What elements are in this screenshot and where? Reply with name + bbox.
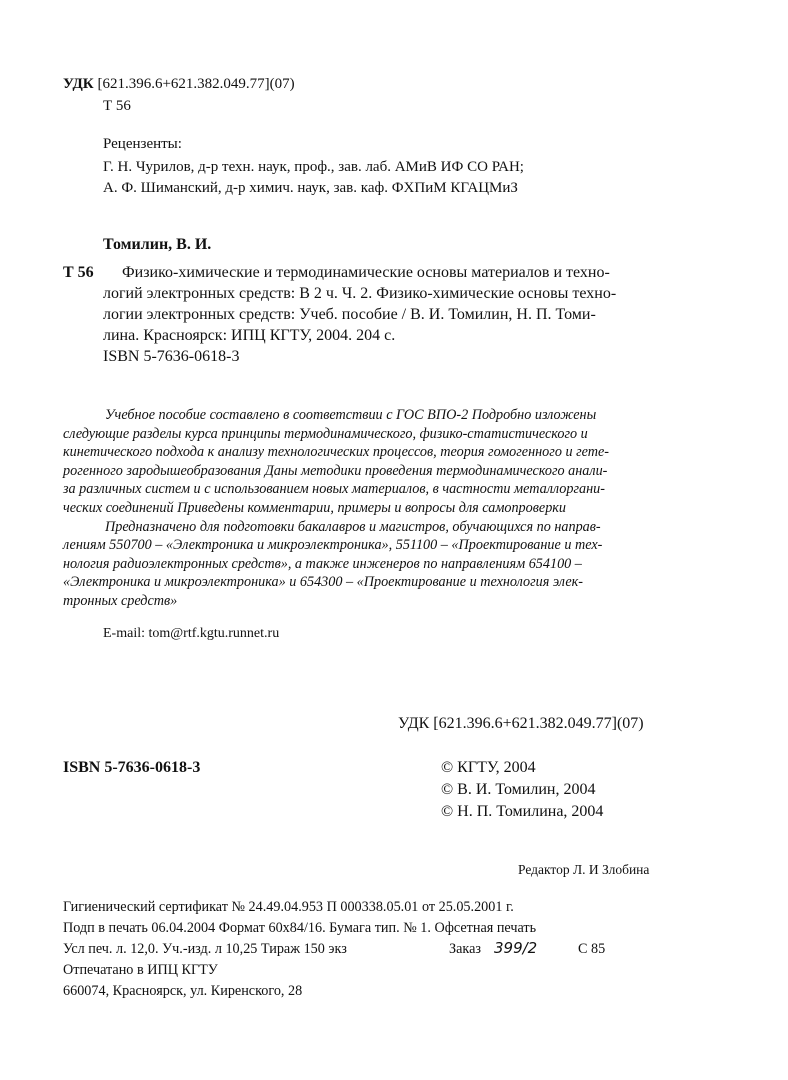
imprint-line: Подп в печать 06.04.2004 Формат 60х84/16. Бумага тип. № 1. Офсетная печать <box>63 920 537 936</box>
annotation-line: за различных систем и с использованием новых материалов, в частности металлоргани- <box>63 481 605 498</box>
copyright-line: © В. И. Томилин, 2004 <box>441 781 596 798</box>
annotation-line: ческих соединений Приведены комментарии, примеры и вопросы для самопроверки <box>63 499 567 516</box>
udk-code: [621.396.6+621.382.049.77](07) <box>97 76 295 92</box>
editor-line: Редактор Л. И Злобина <box>518 862 650 877</box>
annotation-line: нология радиоэлектронных средств», а также инженеров по направлениям 654100 – <box>63 555 582 572</box>
reviewer-line: А. Ф. Шиманский, д-р химич. наук, зав. каф. ФХПиМ КГАЦМиЗ <box>103 180 518 196</box>
reviewers-block <box>103 135 524 198</box>
annotation-line: Предназначено для подготовки бакалавров и магистров, обучающихся по направ- <box>105 518 601 535</box>
author-heading: Томилин, В. И. <box>103 236 212 253</box>
order-number-handwritten: 399/2 <box>494 939 538 957</box>
udk-top-line <box>63 75 295 94</box>
annotation-line: «Электроника и микроэлектроника» и 654300 – «Проектирование и технология элек- <box>63 574 583 591</box>
bib-line: лина. Красноярск: ИПЦ КГТУ, 2004. 204 с. <box>103 327 396 344</box>
reviewers-heading: Рецензенты: <box>103 136 182 152</box>
annotation-line: следующие разделы курса принципы термодинамического, физико-статистического и <box>63 425 588 442</box>
bib-line: Физико-химические и термодинамические основы материалов и техно- <box>122 264 610 281</box>
order-label: Заказ <box>449 941 481 957</box>
imprint-line: Отпечатано в ИПЦ КГТУ <box>63 962 218 978</box>
annotation-line: лениям 550700 – «Электроника и микроэлектроника», 551100 – «Проектирование и тех- <box>63 537 603 554</box>
author-mark-top: Т 56 <box>103 98 131 114</box>
annotation <box>63 406 609 611</box>
udk-prefix: УДК <box>63 76 94 92</box>
reviewer-line: Г. Н. Чурилов, д-р техн. наук, проф., зав. лаб. АМиВ ИФ СО РАН; <box>103 159 524 175</box>
bib-line: логии электронных средств: Учеб. пособие / В. И. Томилин, Н. П. Томи- <box>103 306 596 323</box>
bib-description <box>103 262 616 367</box>
annotation-line: тронных средств» <box>63 592 178 609</box>
isbn-bold: ISBN 5-7636-0618-3 <box>63 759 201 776</box>
bib-isbn: ISBN 5-7636-0618-3 <box>103 348 240 365</box>
copyright-line: © КГТУ, 2004 <box>441 759 536 776</box>
catalog-code: С 85 <box>578 941 606 957</box>
annotation-line: Учебное пособие составлено в соответствии с ГОС ВПО-2 Подробно изложены <box>105 407 597 423</box>
copyright-line: © Н. П. Томилина, 2004 <box>441 803 604 820</box>
imprint-block <box>63 897 606 1002</box>
imprint-address: 660074, Красноярск, ул. Киренского, 28 <box>63 983 303 999</box>
bib-mark: Т 56 <box>63 264 94 281</box>
copyright-block <box>441 757 603 823</box>
email-line: E-mail: tom@rtf.kgtu.runnet.ru <box>103 626 280 641</box>
imprint-line: Гигиенический сертификат № 24.49.04.953 П 000338.05.01 от 25.05.2001 г. <box>63 899 514 915</box>
udk-bottom: УДК [621.396.6+621.382.049.77](07) <box>398 715 644 732</box>
annotation-line: кинетического подхода к анализу технологических процессов, теория гомогенного и гете- <box>63 444 610 461</box>
imprint-print-info: Усл печ. л. 12,0. Уч.-изд. л 10,25 Тираж 150 экз <box>63 941 347 957</box>
imprint-line-3 <box>63 939 606 960</box>
bib-line: логий электронных средств: В 2 ч. Ч. 2. Физико-химические основы техно- <box>103 285 617 302</box>
annotation-line: рогенного зародышеобразования Даны методики проведения термодинамического анали- <box>63 462 608 479</box>
